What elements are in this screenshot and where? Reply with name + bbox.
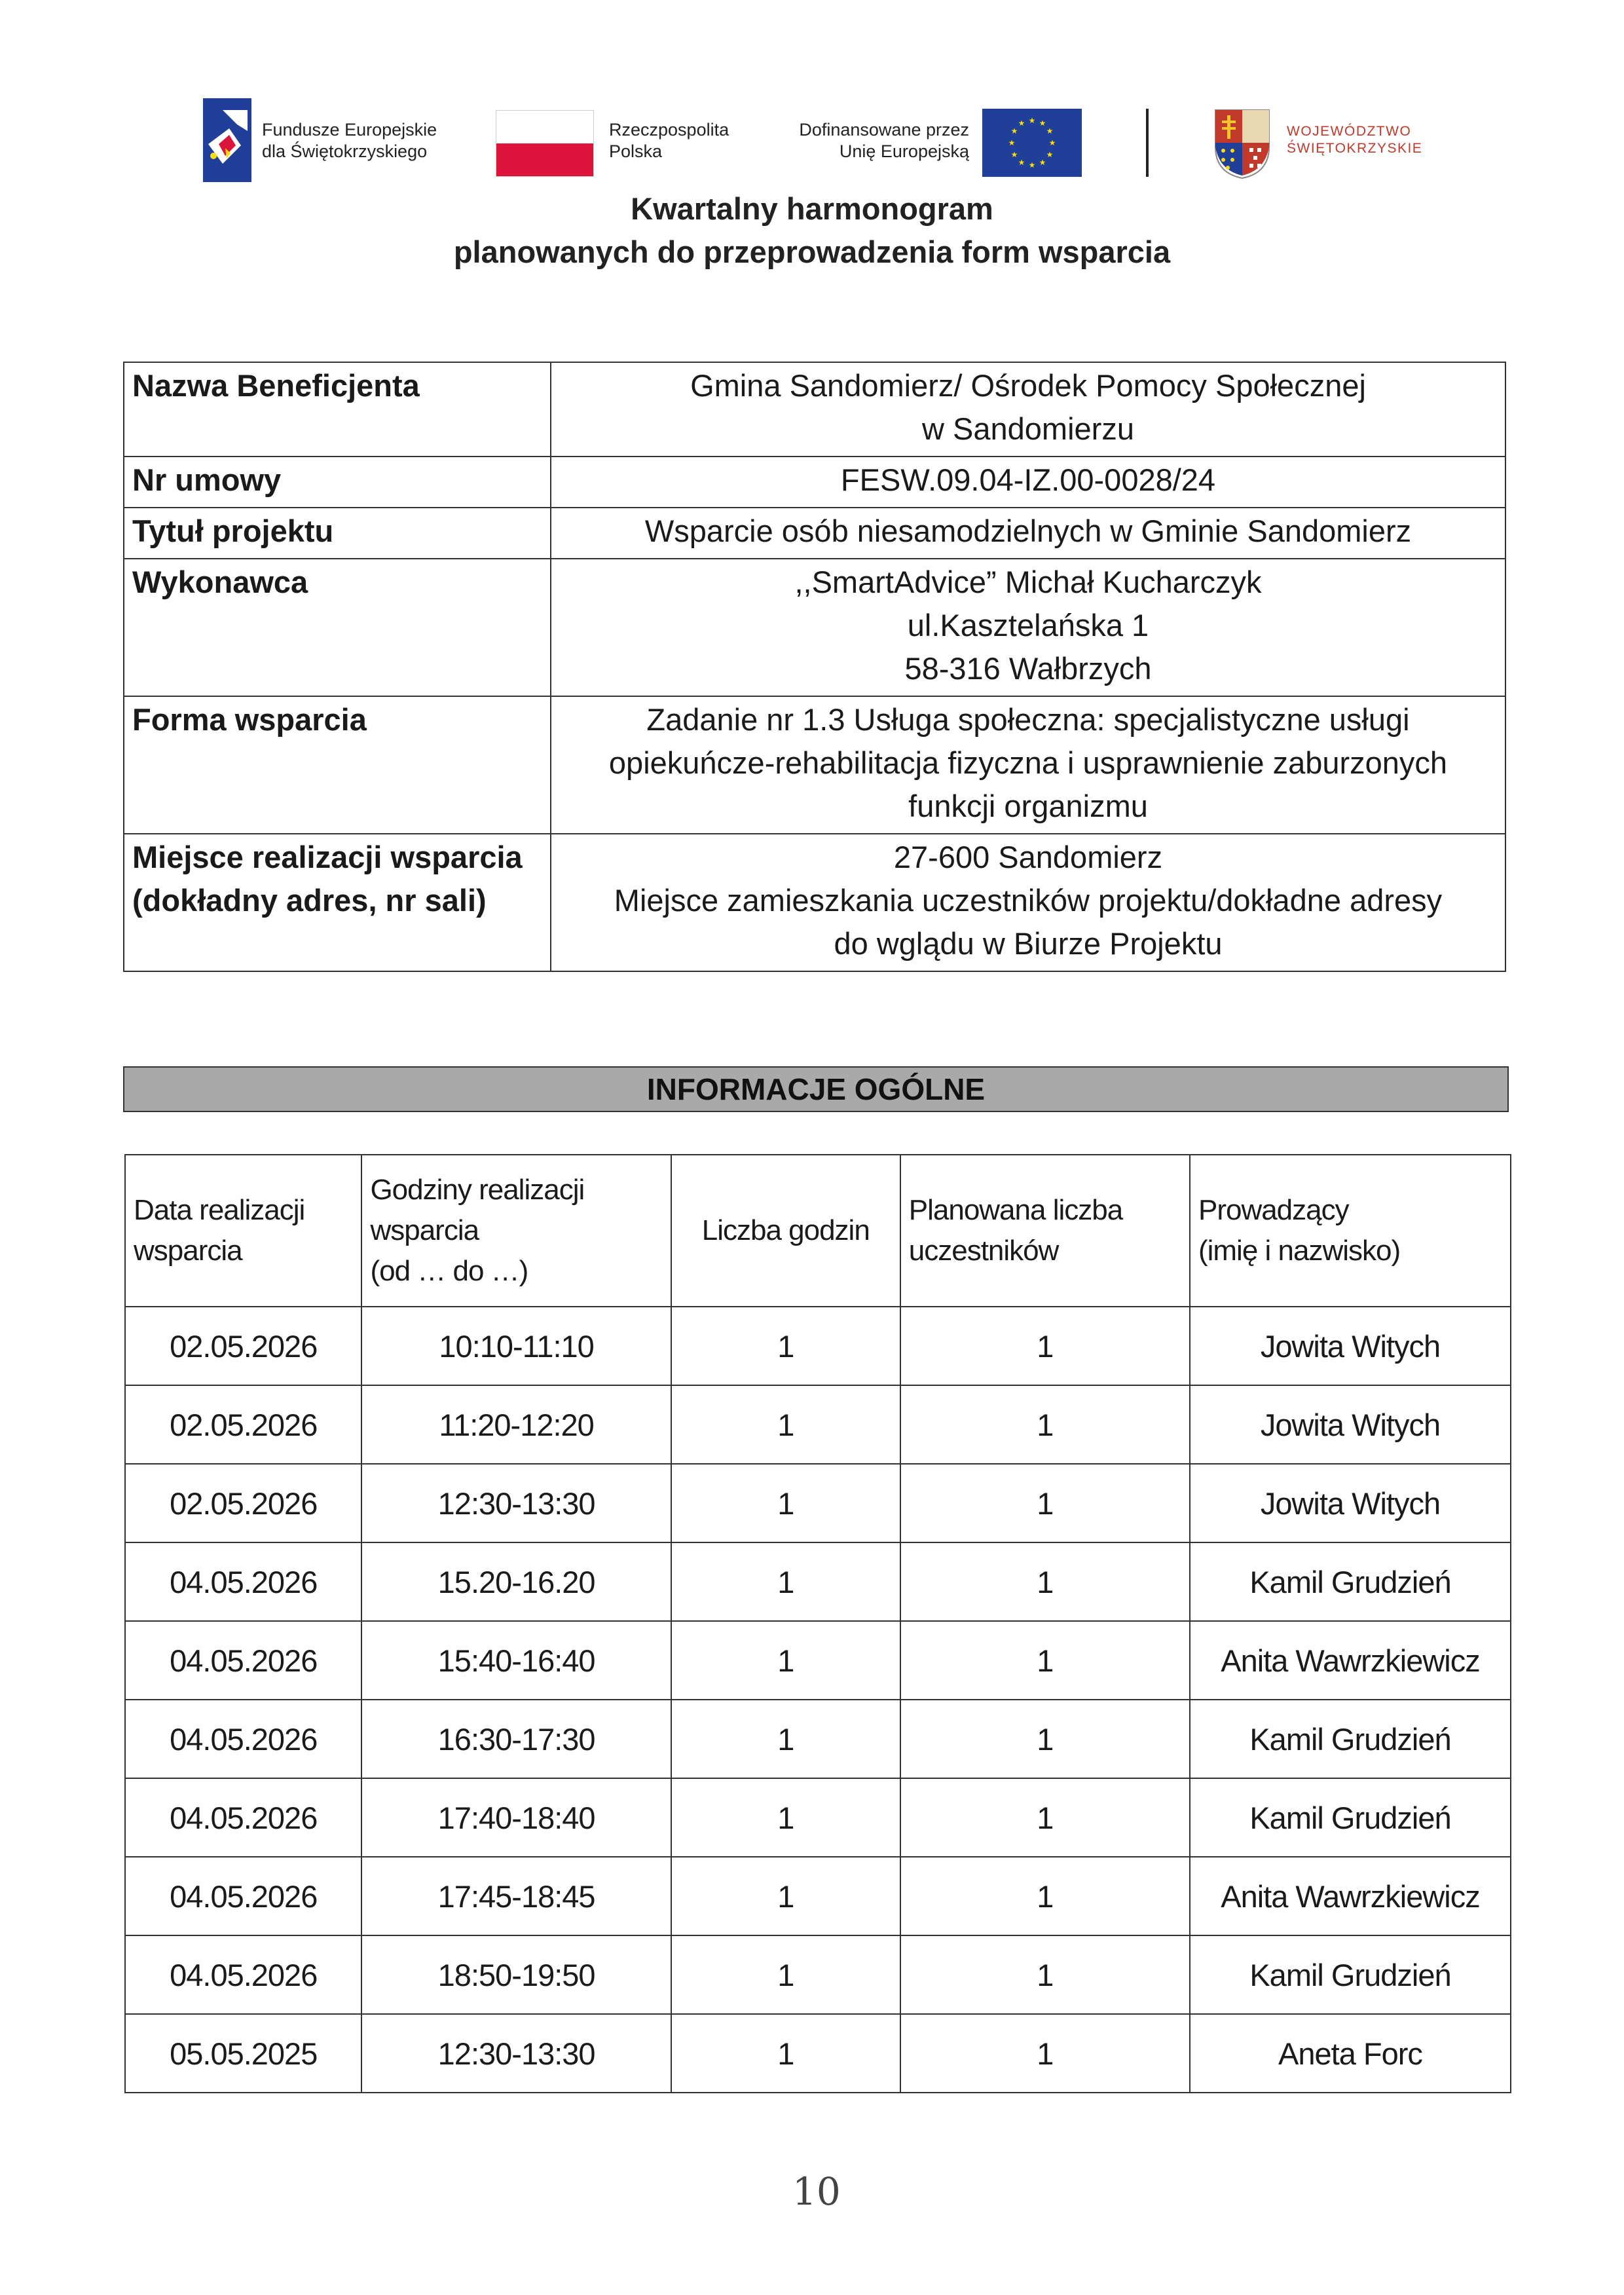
cell-participants: 1 bbox=[900, 1621, 1190, 1700]
info-value bbox=[551, 457, 1505, 508]
swietokrzyskie-text bbox=[1287, 123, 1422, 157]
info-label bbox=[124, 834, 551, 971]
svg-text:★: ★ bbox=[1046, 150, 1054, 159]
info-value-line: Gmina Sandomierz/ Ośrodek Pomocy Społecznej bbox=[690, 368, 1366, 403]
sw-line1: WOJEWÓDZTWO bbox=[1287, 124, 1412, 139]
table-row bbox=[125, 2014, 1511, 2093]
table-row bbox=[125, 1307, 1511, 1385]
info-value-line: funkcji organizmu bbox=[908, 789, 1148, 823]
header-instructor: Prowadzący (imię i nazwisko) bbox=[1190, 1155, 1511, 1307]
info-value-line: Wsparcie osób niesamodzielnych w Gminie Sandomierz bbox=[644, 513, 1412, 548]
cell-instructor: Jowita Witych bbox=[1190, 1307, 1511, 1385]
info-label-line: Miejsce realizacji wsparcia bbox=[132, 840, 523, 874]
cell-date: 02.05.2026 bbox=[125, 1464, 361, 1542]
fundusze-europejskie-logo bbox=[203, 98, 251, 182]
info-value-line: ,,SmartAdvice” Michał Kucharczyk bbox=[794, 565, 1262, 599]
beneficiary-info-table bbox=[123, 362, 1506, 972]
fundusze-europejskie-text bbox=[262, 119, 437, 162]
cell-instructor: Kamil Grudzień bbox=[1190, 1542, 1511, 1621]
cell-hours: 17:40-18:40 bbox=[361, 1778, 671, 1857]
svg-text:★: ★ bbox=[1048, 138, 1056, 147]
info-label-line: (dokładny adres, nr sali) bbox=[132, 883, 487, 918]
info-label-line: Wykonawca bbox=[132, 565, 308, 599]
cell-date: 02.05.2026 bbox=[125, 1385, 361, 1464]
cell-hour-count: 1 bbox=[671, 1700, 900, 1778]
info-label bbox=[124, 696, 551, 834]
cell-hour-count: 1 bbox=[671, 1542, 900, 1621]
table-row bbox=[125, 1700, 1511, 1778]
header-separator bbox=[1146, 109, 1149, 177]
svg-text:★: ★ bbox=[1008, 138, 1016, 147]
cell-instructor: Jowita Witych bbox=[1190, 1385, 1511, 1464]
svg-text:★: ★ bbox=[1039, 119, 1046, 128]
table-row bbox=[125, 1542, 1511, 1621]
info-label-line: Nr umowy bbox=[132, 462, 282, 497]
rp-line1: Rzeczpospolita bbox=[609, 120, 729, 140]
cell-hours: 18:50-19:50 bbox=[361, 1935, 671, 2014]
info-value-line: opiekuńcze-rehabilitacja fizyczna i usprawnienie zaburzonych bbox=[608, 745, 1448, 780]
sw-line2: ŚWIĘTOKRZYSKIE bbox=[1287, 141, 1423, 156]
cell-hour-count: 1 bbox=[671, 1307, 900, 1385]
cell-hour-count: 1 bbox=[671, 1778, 900, 1857]
cell-hours: 12:30-13:30 bbox=[361, 2014, 671, 2093]
info-value-line: Miejsce zamieszkania uczestników projektu/dokładne adresy bbox=[614, 883, 1443, 918]
info-value-line: Zadanie nr 1.3 Usługa społeczna: specjalistyczne usługi bbox=[646, 702, 1410, 737]
info-value-line: FESW.09.04-IZ.00-0028/24 bbox=[840, 462, 1216, 497]
cell-participants: 1 bbox=[900, 1935, 1190, 2014]
cell-hour-count: 1 bbox=[671, 1621, 900, 1700]
svg-text:★: ★ bbox=[1039, 158, 1046, 167]
table-row bbox=[125, 1385, 1511, 1464]
svg-text:★: ★ bbox=[1018, 119, 1025, 128]
info-label bbox=[124, 559, 551, 696]
info-value bbox=[551, 696, 1505, 834]
eu-line1: Dofinansowane przez bbox=[799, 120, 969, 140]
cell-participants: 1 bbox=[900, 1857, 1190, 1935]
cell-participants: 1 bbox=[900, 1307, 1190, 1385]
cell-hours: 17:45-18:45 bbox=[361, 1857, 671, 1935]
info-row bbox=[124, 696, 1505, 834]
cell-instructor: Aneta Forc bbox=[1190, 2014, 1511, 2093]
info-value-line: do wglądu w Biurze Projektu bbox=[834, 926, 1223, 961]
info-row bbox=[124, 362, 1505, 457]
schedule-header-row bbox=[125, 1155, 1511, 1307]
svg-text:★: ★ bbox=[1028, 160, 1036, 170]
info-value-line: 27-600 Sandomierz bbox=[893, 840, 1163, 874]
info-label bbox=[124, 508, 551, 559]
eu-cofunding-text bbox=[779, 119, 969, 162]
rzeczpospolita-text bbox=[609, 119, 729, 162]
cell-date: 04.05.2026 bbox=[125, 1621, 361, 1700]
info-row bbox=[124, 559, 1505, 696]
info-value-line: ul.Kasztelańska 1 bbox=[907, 608, 1149, 643]
cell-participants: 1 bbox=[900, 1700, 1190, 1778]
table-row bbox=[125, 1935, 1511, 2014]
cell-hour-count: 1 bbox=[671, 2014, 900, 2093]
info-value bbox=[551, 834, 1505, 971]
header-hours: Godziny realizacji wsparcia (od … do …) bbox=[361, 1155, 671, 1307]
info-value-line: w Sandomierzu bbox=[922, 411, 1134, 446]
info-label bbox=[124, 362, 551, 457]
svg-text:★: ★ bbox=[1018, 158, 1025, 167]
cell-instructor: Kamil Grudzień bbox=[1190, 1700, 1511, 1778]
cell-participants: 1 bbox=[900, 1464, 1190, 1542]
eu-flag-icon bbox=[982, 109, 1082, 177]
cell-date: 04.05.2026 bbox=[125, 1935, 361, 2014]
svg-text:★: ★ bbox=[1028, 116, 1036, 125]
cell-date: 05.05.2025 bbox=[125, 2014, 361, 2093]
info-value bbox=[551, 559, 1505, 696]
info-row bbox=[124, 508, 1505, 559]
fe-line2: dla Świętokrzyskiego bbox=[262, 141, 428, 161]
cell-participants: 1 bbox=[900, 2014, 1190, 2093]
svg-text:★: ★ bbox=[1046, 126, 1054, 136]
title-line1: Kwartalny harmonogram bbox=[631, 191, 993, 226]
schedule-table bbox=[124, 1154, 1511, 2093]
info-value-line: 58-316 Wałbrzych bbox=[904, 651, 1152, 686]
cell-participants: 1 bbox=[900, 1385, 1190, 1464]
svg-text:★: ★ bbox=[1010, 150, 1018, 159]
cell-instructor: Anita Wawrzkiewicz bbox=[1190, 1621, 1511, 1700]
cell-instructor: Anita Wawrzkiewicz bbox=[1190, 1857, 1511, 1935]
table-row bbox=[125, 1621, 1511, 1700]
cell-hour-count: 1 bbox=[671, 1464, 900, 1542]
info-value bbox=[551, 362, 1505, 457]
cell-hour-count: 1 bbox=[671, 1857, 900, 1935]
svg-text:★: ★ bbox=[1010, 126, 1018, 136]
cell-instructor: Kamil Grudzień bbox=[1190, 1778, 1511, 1857]
cell-hours: 16:30-17:30 bbox=[361, 1700, 671, 1778]
cell-hour-count: 1 bbox=[671, 1385, 900, 1464]
cell-date: 02.05.2026 bbox=[125, 1307, 361, 1385]
cell-hours: 10:10-11:10 bbox=[361, 1307, 671, 1385]
document-title bbox=[0, 187, 1624, 274]
info-label-line: Tytuł projektu bbox=[132, 513, 334, 548]
cell-participants: 1 bbox=[900, 1542, 1190, 1621]
cell-date: 04.05.2026 bbox=[125, 1700, 361, 1778]
table-row bbox=[125, 1464, 1511, 1542]
cell-date: 04.05.2026 bbox=[125, 1857, 361, 1935]
cell-date: 04.05.2026 bbox=[125, 1542, 361, 1621]
cell-hours: 11:20-12:20 bbox=[361, 1385, 671, 1464]
section-banner: INFORMACJE OGÓLNE bbox=[123, 1066, 1509, 1112]
info-label-line: Forma wsparcia bbox=[132, 702, 367, 737]
table-row bbox=[125, 1857, 1511, 1935]
cell-instructor: Jowita Witych bbox=[1190, 1464, 1511, 1542]
cell-date: 04.05.2026 bbox=[125, 1778, 361, 1857]
info-row bbox=[124, 457, 1505, 508]
header-date: Data realizacji wsparcia bbox=[125, 1155, 361, 1307]
header-participants: Planowana liczba uczestników bbox=[900, 1155, 1190, 1307]
cell-hours: 12:30-13:30 bbox=[361, 1464, 671, 1542]
info-value bbox=[551, 508, 1505, 559]
polish-flag-icon bbox=[496, 110, 594, 177]
swietokrzyskie-crest-icon bbox=[1213, 107, 1272, 179]
rp-line2: Polska bbox=[609, 141, 663, 161]
info-label-line: Nazwa Beneficjenta bbox=[132, 368, 420, 403]
cell-participants: 1 bbox=[900, 1778, 1190, 1857]
cell-hour-count: 1 bbox=[671, 1935, 900, 2014]
page-number: 10 bbox=[792, 2169, 841, 2214]
fe-line1: Fundusze Europejskie bbox=[262, 120, 437, 140]
info-row bbox=[124, 834, 1505, 971]
eu-line2: Unię Europejską bbox=[839, 141, 969, 161]
title-line2: planowanych do przeprowadzenia form wsparcia bbox=[453, 234, 1171, 269]
info-label bbox=[124, 457, 551, 508]
cell-hours: 15.20-16.20 bbox=[361, 1542, 671, 1621]
cell-hours: 15:40-16:40 bbox=[361, 1621, 671, 1700]
header-hour-count: Liczba godzin bbox=[671, 1155, 900, 1307]
table-row bbox=[125, 1778, 1511, 1857]
cell-instructor: Kamil Grudzień bbox=[1190, 1935, 1511, 2014]
